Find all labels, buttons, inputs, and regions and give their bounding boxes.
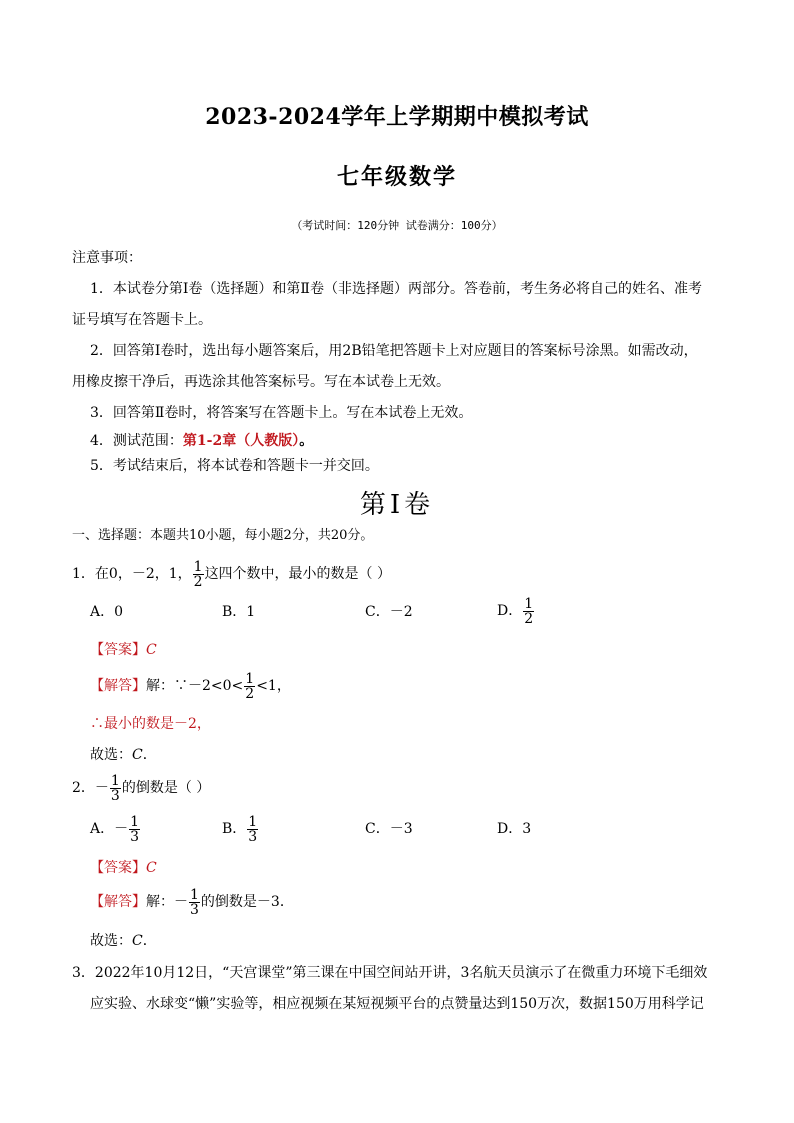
q1-suffix: 这四个数中，最小的数是（ ） <box>204 566 392 582</box>
q2-option-b: B． $\frac{1}{3}$ <box>222 813 258 845</box>
question-1 <box>72 559 391 589</box>
q2-fraction: $\frac{1}{3}$ <box>110 772 120 804</box>
question-3-line-2: 应实验、水球变“懒”实验等，相应视频在某短视频平台的点赞量达到150万次，数据150万用科学记 <box>90 996 704 1012</box>
q2-solution: 【解答】解：－ $\frac{1}{3}$ 的倒数是－3． <box>90 886 294 918</box>
q2-option-d: D．3 <box>497 821 532 837</box>
q1-option-b: B．1 <box>222 604 256 620</box>
exam-info: （考试时间：120分钟 试卷满分：100分） <box>291 219 503 232</box>
note-5: 5．考试结束后，将本试卷和答题卡一并交回。 <box>90 458 379 474</box>
note-2-line-1: 2．回答第Ⅰ卷时，选出每小题答案后，用2B铅笔把答题卡上对应题目的答案标号涂黑。如需改动， <box>90 343 698 359</box>
exam-title: 2023-2024学年上学期期中模拟考试 <box>205 104 589 130</box>
note-2-line-2: 用橡皮擦干净后，再选涂其他答案标号。写在本试卷上无效。 <box>72 374 450 390</box>
q2-option-b-fraction: $\frac{1}{3}$ <box>248 813 258 845</box>
q2-option-a: A．－ $\frac{1}{3}$ <box>90 813 140 845</box>
q1-option-a: A．0 <box>90 604 124 620</box>
q1-solution: 【解答】解：∵－2<0< $\frac{1}{2}$ <1， <box>90 670 291 702</box>
q2-solution-fraction: $\frac{1}{3}$ <box>190 886 199 918</box>
q1-choose: 故选：C． <box>90 747 157 763</box>
q1-fraction: $\frac{1}{2}$ <box>193 558 203 590</box>
q2-choose: 故选：C． <box>90 933 157 949</box>
note-4-suffix: 。 <box>299 433 314 449</box>
question-3-line-1: 3．2022年10月12日，“天宫课堂”第三课在中国空间站开讲，3名航天员演示了在微重力环境下毛细效 <box>72 965 708 981</box>
q1-prefix: 1．在0，－2，1， <box>72 566 192 582</box>
note-3: 3．回答第Ⅱ卷时，将答案写在答题卡上。写在本试卷上无效。 <box>90 405 473 421</box>
q1-conclusion: ∴最小的数是－2， <box>90 716 211 732</box>
q1-option-d-fraction: $\frac{1}{2}$ <box>524 595 534 627</box>
exam-subject: 七年级数学 <box>336 164 457 190</box>
q1-solution-fraction: $\frac{1}{2}$ <box>245 670 255 702</box>
notes-heading: 注意事项： <box>72 250 142 266</box>
q2-option-c: C．－3 <box>365 821 413 837</box>
note-4-range: 第1-2章（人教版） <box>182 433 300 449</box>
note-1-line-1: 1．本试卷分第Ⅰ卷（选择题）和第Ⅱ卷（非选择题）两部分。答卷前，考生务必将自己的姓名、准考 <box>90 281 702 297</box>
part-heading: 一、选择题：本题共10小题，每小题2分，共20分。 <box>72 528 374 543</box>
section-title: 第Ⅰ卷 <box>359 490 435 520</box>
note-4-prefix: 4．测试范围： <box>90 433 183 449</box>
q1-option-d: D． $\frac{1}{2}$ <box>497 595 534 627</box>
note-4 <box>90 431 313 451</box>
q2-answer: 【答案】C <box>90 860 157 876</box>
q2-option-a-fraction: $\frac{1}{3}$ <box>130 813 140 845</box>
question-2: 2．－ $\frac{1}{3}$ 的倒数是（ ） <box>72 772 211 804</box>
q1-option-c: C．－2 <box>365 604 413 620</box>
q1-answer: 【答案】C <box>90 642 157 658</box>
note-1-line-2: 证号填写在答题卡上。 <box>72 312 212 328</box>
